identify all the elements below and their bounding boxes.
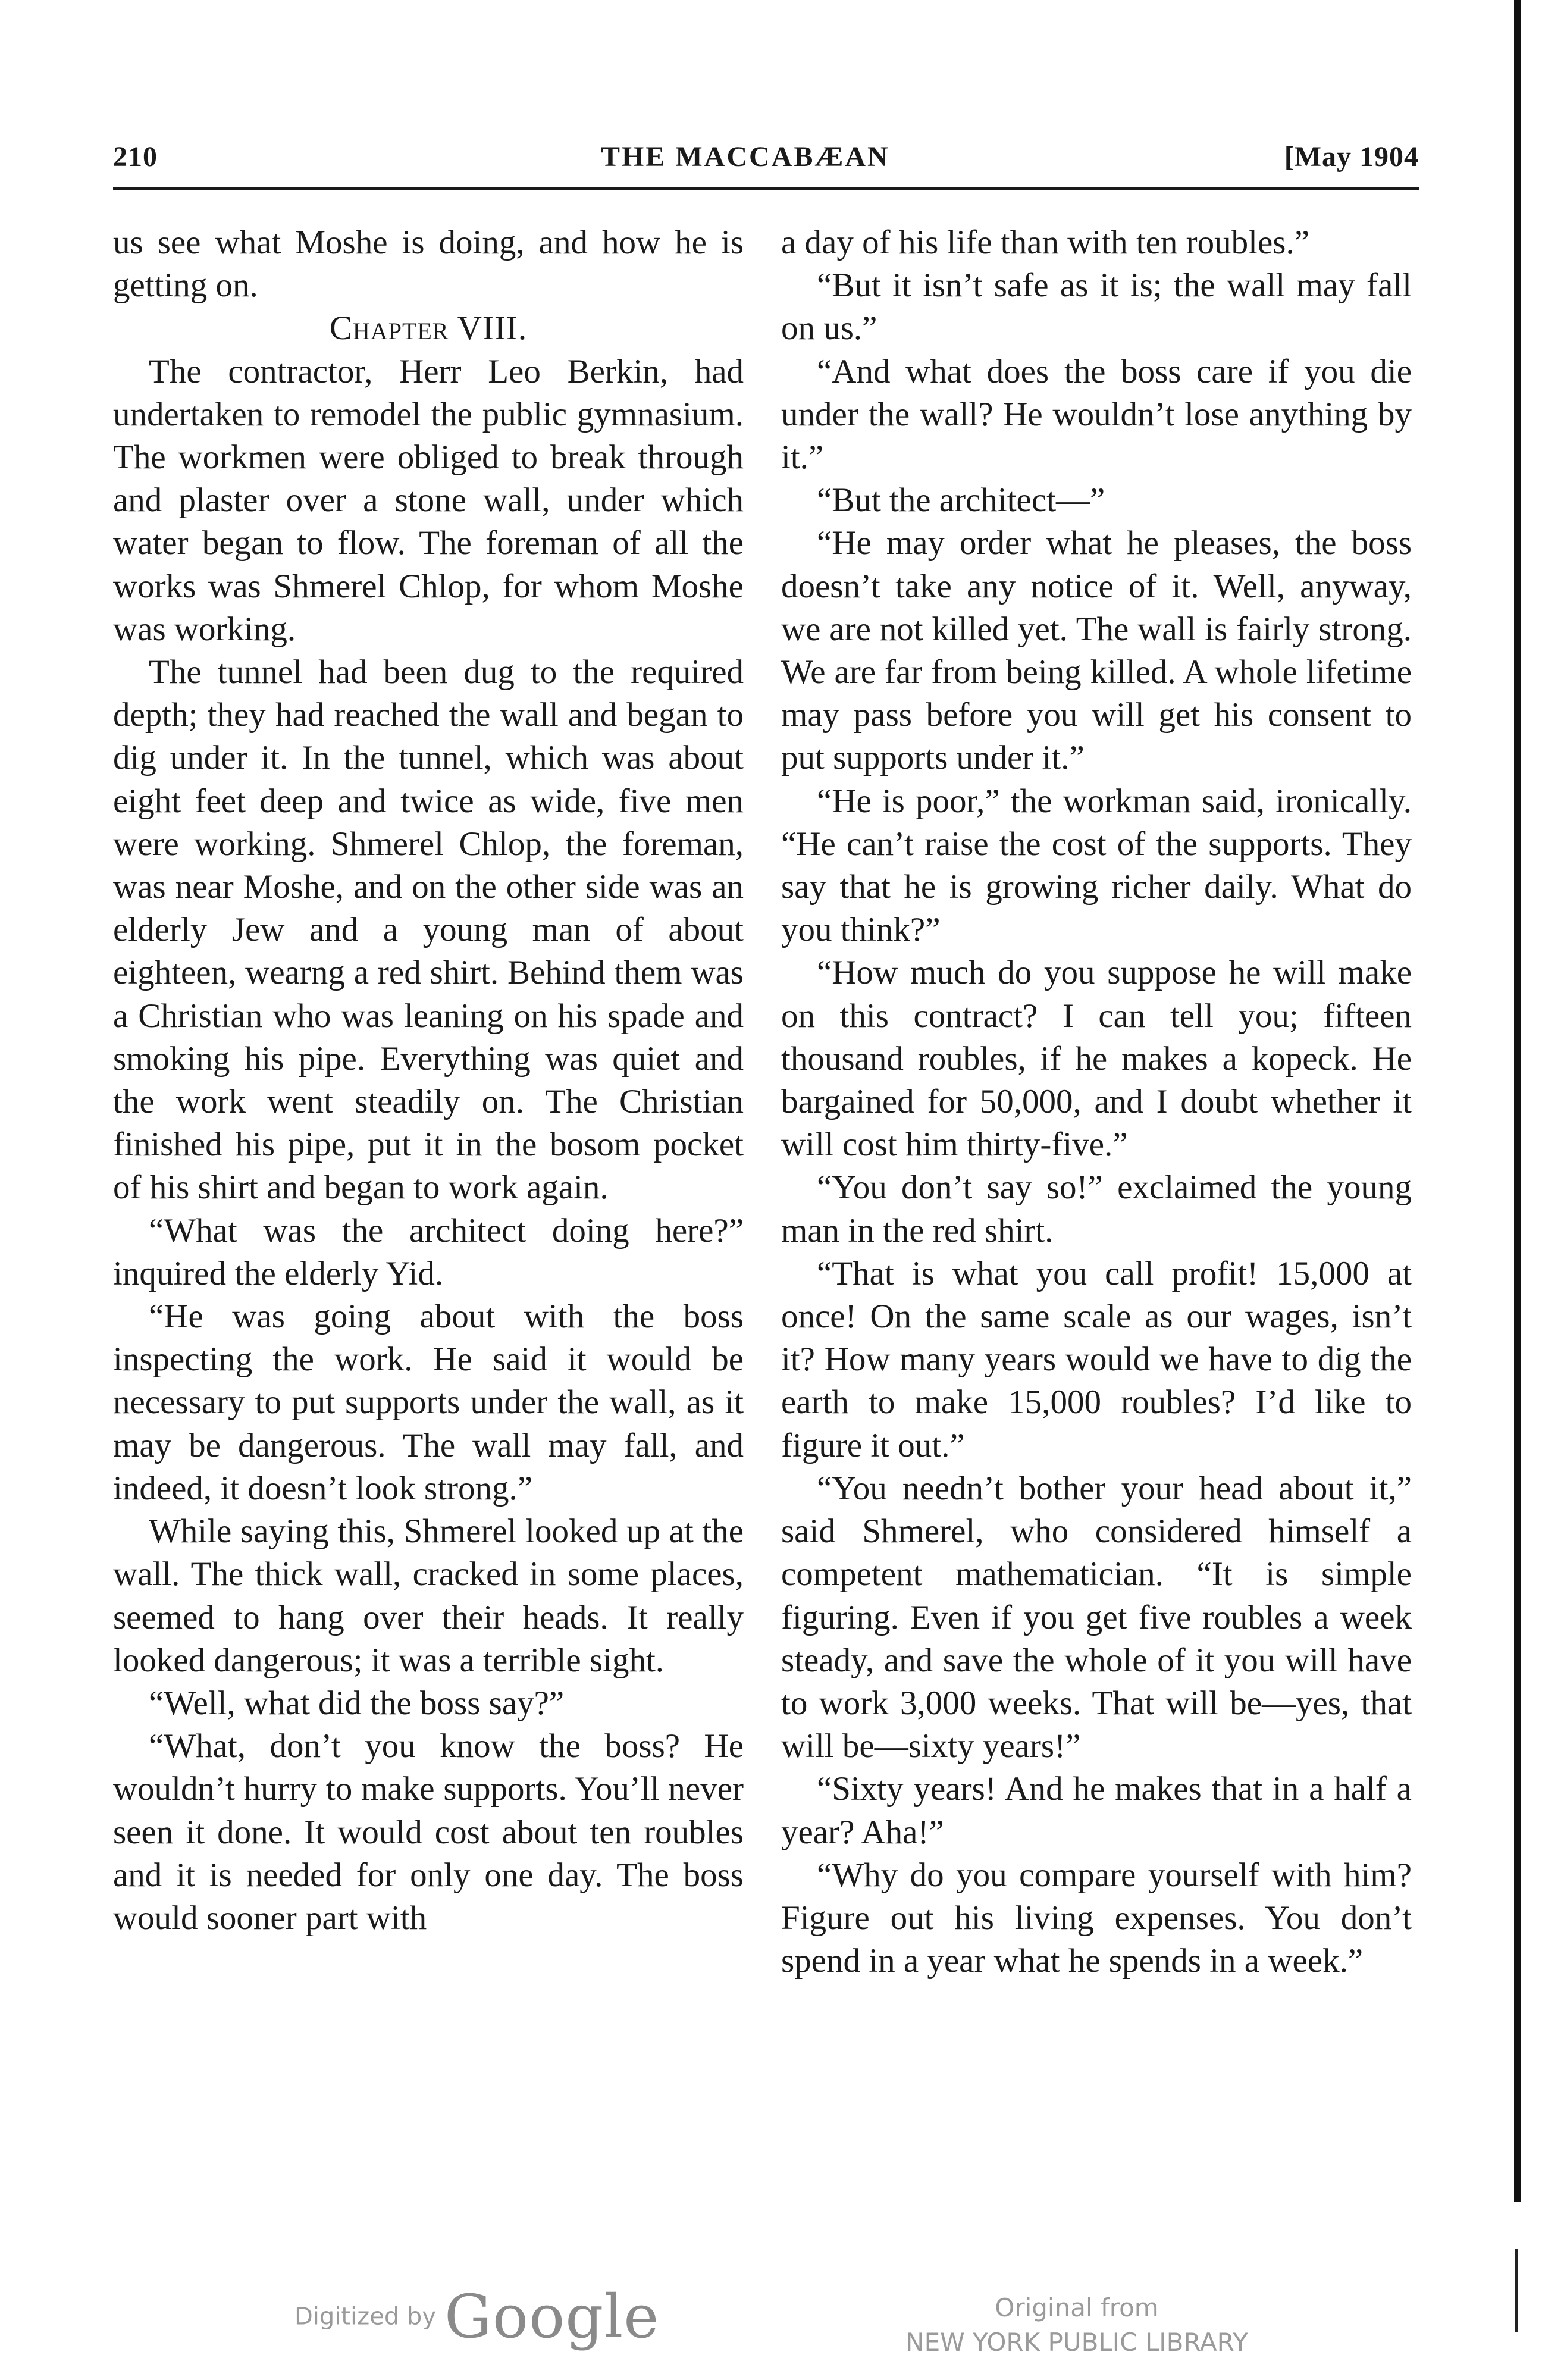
running-title: THE MACCABÆAN: [601, 141, 890, 173]
paragraph: “What was the architect doing here?” inquired the elderly Yid.: [113, 1211, 744, 1292]
original-from-label: Original from: [995, 2293, 1159, 2322]
header-rule: [113, 187, 1419, 190]
issue-date: [May 1904: [1284, 141, 1419, 173]
google-logo: Google: [444, 2282, 660, 2351]
paragraph: The contractor, Herr Leo Berkin, had undertaken to remodel the public gymnasium. The workmen were obliged to break through and plaster over a stone wall, under which water began to flow. The foreman of all the works was Shmerel Chlop, for whom Moshe was working.: [113, 352, 744, 648]
paragraph: “What, don’t you know the boss? He wouldn’t hurry to make supports. You’ll never seen it done. It would cost about ten roubles and it is needed for only one day. The boss would sooner part with: [113, 1727, 744, 1937]
running-header: [113, 140, 1419, 188]
paragraph: “That is what you call profit! 15,000 at once! On the same scale as our wages, isn’t it? How many years would we have to dig the earth to make 15,000 roubles? I’d like to figure it out.”: [781, 1254, 1412, 1464]
library-source-watermark: [898, 2291, 1255, 2360]
digitized-by-label: Digitized by: [294, 2303, 436, 2331]
paragraph: a day of his life than with ten roubles.”: [781, 224, 1310, 261]
page-edge-shadow-lower: [1515, 2249, 1518, 2332]
paragraph: us see what Moshe is doing, and how he is getting on.: [113, 224, 744, 305]
paragraph: “He was going about with the boss inspecting the work. He said it would be necessary to put supports under the wall, as it may be dangerous. The wall may fall, and indeed, it doesn’t look strong.”: [113, 1298, 744, 1507]
paragraph: “You don’t say so!” exclaimed the young man in the red shirt.: [781, 1169, 1412, 1250]
paragraph: “But the architect—”: [817, 481, 1105, 519]
paragraph: “How much do you suppose he will make on this contract? I can tell you; fifteen thousand roubles, if he makes a kopeck. He bargained for 50,000, and I doubt whether it will cost him thirty-five.”: [781, 954, 1412, 1164]
page-edge-shadow: [1514, 0, 1521, 2202]
paragraph: “Why do you compare yourself with him? Figure out his living expenses. You don’t spend in a year what he spends in a week.”: [781, 1856, 1412, 1980]
right-column: [781, 221, 1412, 1983]
library-name: NEW YORK PUBLIC LIBRARY: [905, 2328, 1248, 2357]
paragraph: “Sixty years! And he makes that in a half a year? Aha!”: [781, 1770, 1412, 1851]
paragraph: The tunnel had been dug to the required depth; they had reached the wall and began to dig under it. In the tunnel, which was about eight feet deep and twice as wide, five men were working. Shmerel Chlop, the foreman, was near Moshe, and on the other side was an elderly Jew and a young man of about eighteen, wearng a red shirt. Behind them was a Christian who was leaning on his spade and smoking his pipe. Everything was quiet and the work went steadily on. The Christian finished his pipe, put it in the bosom pocket of his shirt and began to work again.: [113, 653, 744, 1207]
paragraph: “He is poor,” the workman said, ironically. “He can’t raise the cost of the supports. They say that he is growing richer daily. What do you think?”: [781, 782, 1412, 949]
paragraph: “But it isn’t safe as it is; the wall may fall on us.”: [781, 267, 1412, 347]
digitized-by-watermark: [294, 2282, 659, 2351]
paragraph: “And what does the boss care if you die under the wall? He wouldn’t lose anything by it.”: [781, 352, 1412, 477]
paragraph: While saying this, Shmerel looked up at the wall. The thick wall, cracked in some places, seemed to hang over their heads. It really looked dangerous; it was a terrible sight.: [113, 1512, 744, 1679]
left-column: [113, 221, 744, 1940]
chapter-heading: [113, 307, 744, 350]
paragraph: “You needn’t bother your head about it,” said Shmerel, who considered himself a competent mathematician. “It is simple figuring. Even if you get five roubles a week steady, and save the whole of it you will have to work 3,000 weeks. That will be—yes, that will be—sixty years!”: [781, 1469, 1412, 1765]
paragraph: “He may order what he pleases, the boss doesn’t take any notice of it. Well, anyway, we are not killed yet. The wall is fairly strong. We are far from being killed. A whole lifetime may pass before you will get his consent to put supports under it.”: [781, 524, 1412, 777]
page-number: 210: [113, 141, 158, 173]
paragraph: “Well, what did the boss say?”: [149, 1684, 565, 1722]
chapter-heading-text: Chapter VIII.: [329, 309, 528, 347]
